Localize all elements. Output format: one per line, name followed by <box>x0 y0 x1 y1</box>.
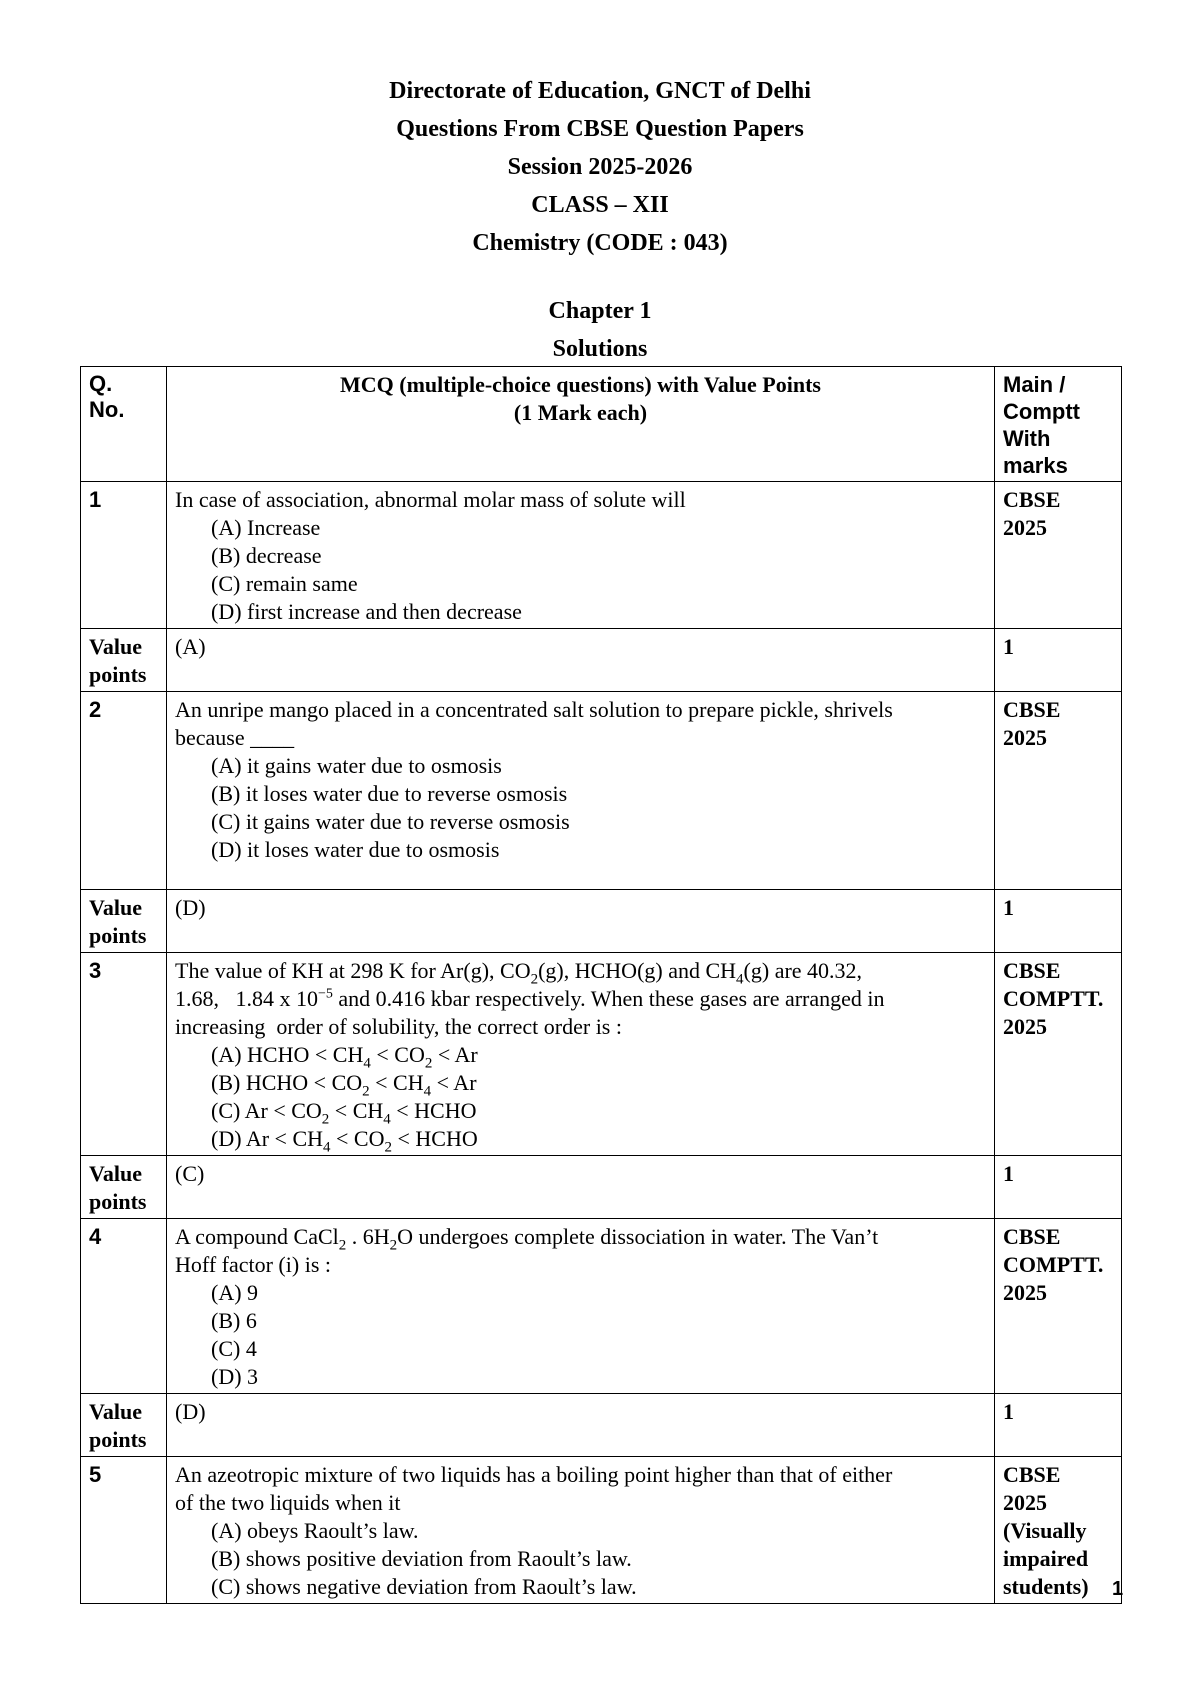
option: (B) shows positive deviation from Raoult’s law. <box>211 1546 632 1571</box>
header-source: Questions From CBSE Question Papers <box>396 116 804 142</box>
question-text: because ____ <box>175 725 295 750</box>
option: (B) HCHO < $CO_2 < CH_4 < Ar$ <box>211 1070 477 1100</box>
qno-header <box>81 367 167 482</box>
value-points-label-line: Value <box>89 1399 142 1424</box>
option: (D) $Ar < CH_4 < CO_2$ < HCHO <box>211 1126 478 1156</box>
source-header-line: marks <box>1003 453 1068 478</box>
question-source <box>995 953 1122 1156</box>
question-text: of the two liquids when it <box>175 1490 401 1515</box>
option: (B) 6 <box>211 1308 257 1333</box>
question-number: 1 <box>81 482 167 629</box>
source-line: (Visually <box>1003 1518 1087 1543</box>
chapter-title: Solutions <box>552 336 648 362</box>
source-line: COMPTT. <box>1003 986 1104 1011</box>
chapter-number: Chapter 1 <box>548 298 652 324</box>
question-body <box>167 953 995 1156</box>
question-text: An unripe mango placed in a concentrated salt solution to prepare pickle, shrivels <box>175 697 893 722</box>
question-body <box>167 692 995 890</box>
question-text: In case of association, abnormal molar mass of solute will <box>175 487 686 512</box>
question-source <box>995 1219 1122 1394</box>
question-body <box>167 482 995 629</box>
question-row <box>81 953 1122 1156</box>
value-points-label-line: points <box>89 662 147 687</box>
question-number: 3 <box>81 953 167 1156</box>
option: (A) HCHO < $CH_4 < CO_2 < Ar$ <box>211 1042 478 1072</box>
question-body <box>167 1219 995 1394</box>
option: (B) it loses water due to reverse osmosis <box>211 781 568 806</box>
header-session: Session 2025-2026 <box>507 154 693 180</box>
source-line: impaired <box>1003 1546 1089 1571</box>
question-row <box>81 1457 1122 1604</box>
header-subject: Chemistry (CODE : 043) <box>472 230 728 256</box>
value-points-row <box>81 629 1122 692</box>
option: (C) it gains water due to reverse osmosis <box>211 809 570 834</box>
answer: (D) <box>167 1394 995 1457</box>
question-number: 2 <box>81 692 167 890</box>
marks: 1 <box>995 1156 1122 1219</box>
header-class: CLASS – XII <box>531 192 669 218</box>
option: (C) shows negative deviation from Raoult’s law. <box>211 1574 637 1599</box>
value-points-row <box>81 1156 1122 1219</box>
page-number: 1 <box>1112 1578 1124 1600</box>
mcq-header-line: (1 Mark each) <box>513 400 648 425</box>
value-points-label <box>81 1156 167 1219</box>
value-points-label-line: points <box>89 923 147 948</box>
source-line: CBSE <box>1003 958 1061 983</box>
value-points-label-line: points <box>89 1427 147 1452</box>
option: (D) 3 <box>211 1364 259 1389</box>
value-points-label <box>81 890 167 953</box>
question-text: A compound CaCl$_2$ . $6H_2O$ undergoes complete dissociation in water. The Van’t <box>175 1224 879 1254</box>
answer: (A) <box>167 629 995 692</box>
qno-header-line: No. <box>89 397 125 422</box>
question-text: The value of KH at 298 K for Ar(g), $CO_2(g)$, HCHO(g) and $CH_4(g)$ are 40.32, <box>175 958 863 988</box>
question-text: An azeotropic mixture of two liquids has a boiling point higher than that of either <box>175 1462 893 1487</box>
source-header-line: Main / <box>1003 372 1066 397</box>
value-points-label-line: Value <box>89 634 142 659</box>
table-header-row <box>81 367 1122 482</box>
marks: 1 <box>995 629 1122 692</box>
question-row <box>81 482 1122 629</box>
question-source <box>995 692 1122 890</box>
question-source <box>995 1457 1122 1604</box>
source-line: 2025 <box>1003 725 1047 750</box>
value-points-label <box>81 1394 167 1457</box>
value-points-row <box>81 1394 1122 1457</box>
question-number: 5 <box>81 1457 167 1604</box>
source-line: CBSE <box>1003 1224 1061 1249</box>
source-line: CBSE <box>1003 1462 1061 1487</box>
question-text: 1.68, 1.84 x $10^{-5}$ and 0.416 kbar respectively. When these gases are arranged in <box>175 986 885 1011</box>
value-points-label-line: Value <box>89 895 142 920</box>
header-directorate: Directorate of Education, GNCT of Delhi <box>389 78 811 104</box>
source-header-line: With <box>1003 426 1051 451</box>
option: (D) first increase and then decrease <box>211 599 522 624</box>
source-line: students) <box>1003 1574 1089 1599</box>
value-points-row <box>81 890 1122 953</box>
source-line: CBSE <box>1003 487 1061 512</box>
value-points-label-line: points <box>89 1189 147 1214</box>
answer: (D) <box>167 890 995 953</box>
source-line: COMPTT. <box>1003 1252 1104 1277</box>
option: (C) remain same <box>211 571 358 596</box>
value-points-label-line: Value <box>89 1161 142 1186</box>
question-text: Hoff factor (i) is : <box>175 1252 331 1277</box>
mcq-header <box>167 367 995 482</box>
marks: 1 <box>995 1394 1122 1457</box>
source-line: 2025 <box>1003 1490 1047 1515</box>
answer: (C) <box>167 1156 995 1219</box>
question-source <box>995 482 1122 629</box>
option: (C) 4 <box>211 1336 257 1361</box>
option: (A) Increase <box>211 515 321 540</box>
document-header <box>0 72 1200 262</box>
mcq-header-line: MCQ (multiple-choice questions) with Value Points <box>340 372 821 397</box>
question-row <box>81 1219 1122 1394</box>
source-line: 2025 <box>1003 515 1047 540</box>
source-line: CBSE <box>1003 697 1061 722</box>
question-row <box>81 692 1122 890</box>
chapter-heading <box>0 292 1200 368</box>
marks: 1 <box>995 890 1122 953</box>
value-points-label <box>81 629 167 692</box>
question-text: increasing order of solubility, the correct order is : <box>175 1014 622 1039</box>
option: (C) $Ar < CO_2 < CH_4$ < HCHO <box>211 1098 477 1128</box>
source-header-line: Comptt <box>1003 399 1080 424</box>
option: (D) it loses water due to osmosis <box>211 837 500 862</box>
source-header <box>995 367 1122 482</box>
option: (A) it gains water due to osmosis <box>211 753 502 778</box>
option: (A) obeys Raoult’s law. <box>211 1518 419 1543</box>
option: (A) 9 <box>211 1280 259 1305</box>
source-line: 2025 <box>1003 1280 1047 1305</box>
option: (B) decrease <box>211 543 322 568</box>
question-body <box>167 1457 995 1604</box>
question-number: 4 <box>81 1219 167 1394</box>
source-line: 2025 <box>1003 1014 1047 1039</box>
qno-header-line: Q. <box>89 371 113 396</box>
questions-table <box>80 366 1122 1604</box>
